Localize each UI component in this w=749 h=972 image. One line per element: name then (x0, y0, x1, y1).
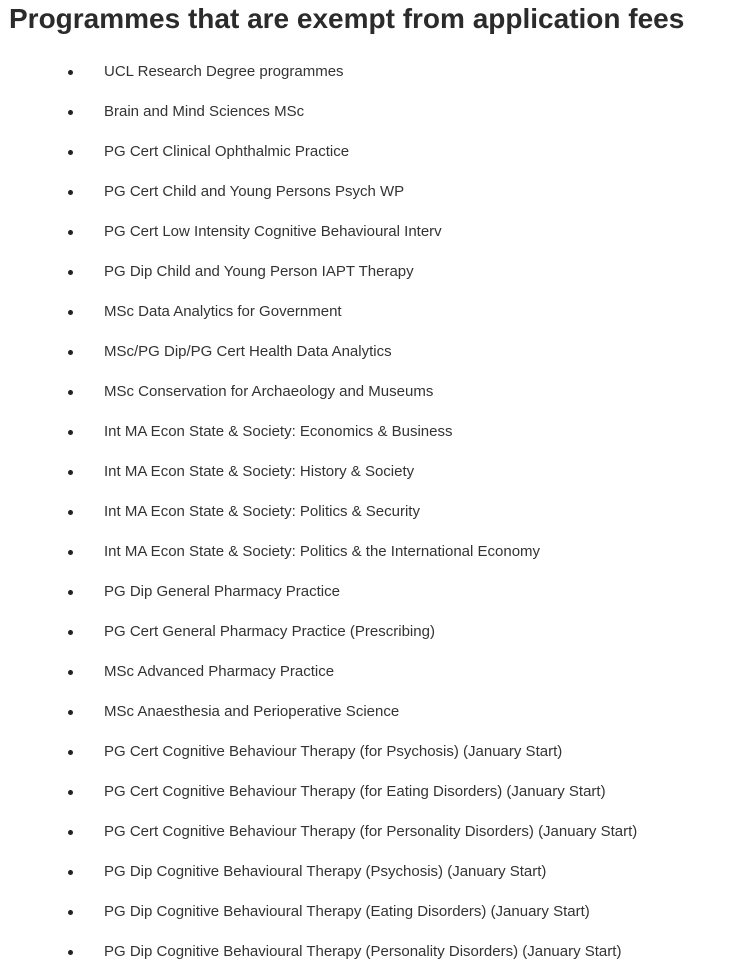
programme-name: Brain and Mind Sciences MSc (104, 103, 305, 120)
programme-name: PG Dip Cognitive Behavioural Therapy (Personality Disorders) (January Start) (104, 943, 622, 960)
bullet-icon (68, 550, 73, 555)
programme-name: MSc/PG Dip/PG Cert Health Data Analytics (104, 343, 392, 360)
bullet-icon (68, 430, 73, 435)
bullet-icon (68, 870, 73, 875)
programme-name: Int MA Econ State & Society: History & Society (104, 463, 415, 480)
bullet-icon (68, 510, 73, 515)
list-item (0, 252, 749, 292)
programme-name: PG Cert Low Intensity Cognitive Behavioural Interv (104, 223, 442, 240)
bullet-icon (68, 750, 73, 755)
programme-name: PG Cert Child and Young Persons Psych WP (104, 183, 405, 200)
list-item (0, 572, 749, 612)
list-item (0, 332, 749, 372)
bullet-icon (68, 590, 73, 595)
programme-list (0, 52, 749, 972)
programme-name: MSc Data Analytics for Government (104, 303, 342, 320)
list-item (0, 932, 749, 972)
list-item (0, 372, 749, 412)
list-item (0, 892, 749, 932)
bullet-icon (68, 150, 73, 155)
bullet-icon (68, 670, 73, 675)
bullet-icon (68, 630, 73, 635)
programme-name: MSc Conservation for Archaeology and Museums (104, 383, 434, 400)
programme-name: PG Cert Cognitive Behaviour Therapy (for Psychosis) (January Start) (104, 743, 563, 760)
list-item (0, 692, 749, 732)
list-item (0, 412, 749, 452)
bullet-icon (68, 390, 73, 395)
bullet-icon (68, 270, 73, 275)
programme-name: PG Dip Cognitive Behavioural Therapy (Eating Disorders) (January Start) (104, 903, 590, 920)
list-item (0, 812, 749, 852)
bullet-icon (68, 830, 73, 835)
programme-name: PG Dip Child and Young Person IAPT Therapy (104, 263, 414, 280)
bullet-icon (68, 950, 73, 955)
list-item (0, 652, 749, 692)
programme-name: Int MA Econ State & Society: Politics & Security (104, 503, 420, 520)
programme-name: MSc Advanced Pharmacy Practice (104, 663, 335, 680)
programme-name: Int MA Econ State & Society: Economics & Business (104, 423, 453, 440)
programme-name: Int MA Econ State & Society: Politics & the International Economy (104, 543, 541, 560)
programme-name: PG Dip General Pharmacy Practice (104, 583, 340, 600)
list-item (0, 452, 749, 492)
list-item (0, 852, 749, 892)
list-item (0, 292, 749, 332)
list-item (0, 532, 749, 572)
page-title: Programmes that are exempt from application fees (9, 3, 685, 34)
list-item (0, 172, 749, 212)
bullet-icon (68, 470, 73, 475)
bullet-icon (68, 910, 73, 915)
bullet-icon (68, 710, 73, 715)
bullet-icon (68, 790, 73, 795)
programme-name: UCL Research Degree programmes (104, 63, 344, 80)
bullet-icon (68, 350, 73, 355)
programme-name: PG Cert Cognitive Behaviour Therapy (for Eating Disorders) (January Start) (104, 783, 606, 800)
programme-name: MSc Anaesthesia and Perioperative Science (104, 703, 400, 720)
list-item (0, 732, 749, 772)
bullet-icon (68, 110, 73, 115)
list-item (0, 52, 749, 92)
list-item (0, 772, 749, 812)
bullet-icon (68, 230, 73, 235)
programme-name: PG Dip Cognitive Behavioural Therapy (Psychosis) (January Start) (104, 863, 547, 880)
list-item (0, 612, 749, 652)
programme-name: PG Cert Cognitive Behaviour Therapy (for Personality Disorders) (January Start) (104, 823, 638, 840)
list-item (0, 212, 749, 252)
list-item (0, 492, 749, 532)
list-item (0, 92, 749, 132)
list-item (0, 132, 749, 172)
programme-name: PG Cert Clinical Ophthalmic Practice (104, 143, 350, 160)
programme-name: PG Cert General Pharmacy Practice (Prescribing) (104, 623, 435, 640)
bullet-icon (68, 70, 73, 75)
bullet-icon (68, 310, 73, 315)
bullet-icon (68, 190, 73, 195)
